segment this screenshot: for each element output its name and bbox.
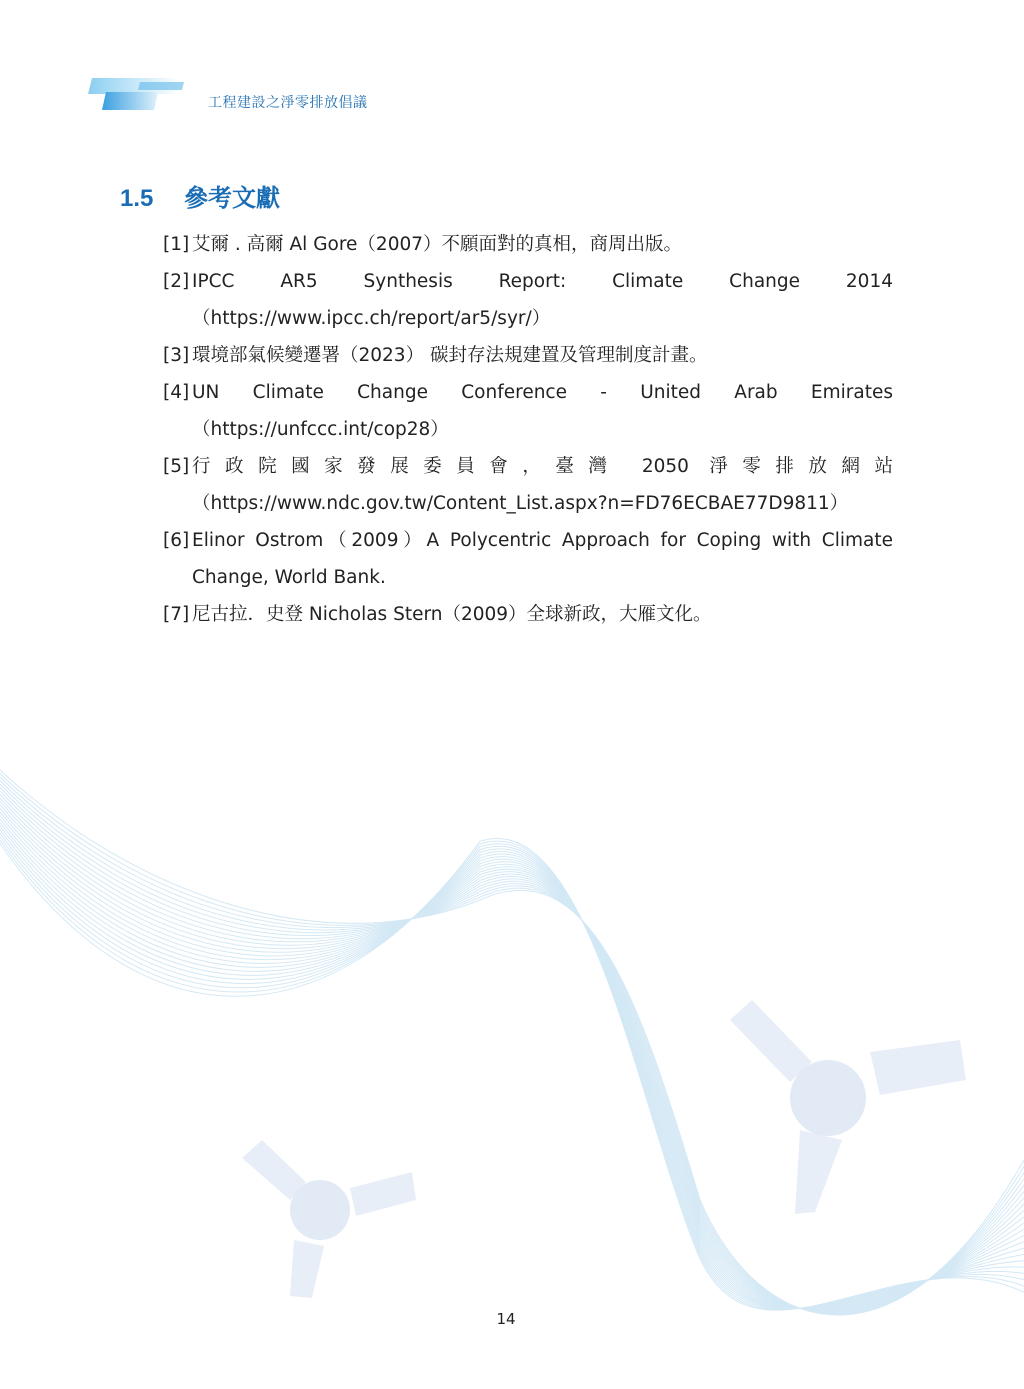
reference-number: [4]	[163, 382, 190, 403]
wave-line	[0, 805, 1024, 1309]
wind-turbine-icon	[730, 1000, 966, 1214]
header-logo	[88, 76, 188, 112]
wave-lines-decoration	[0, 770, 1024, 1315]
reference-text: 尼古拉．史登 Nicholas Stern（2009）全球新政，大雁文化。	[192, 604, 712, 625]
reference-text: 艾爾 . 高爾 Al Gore（2007）不願面對的真相，商周出版。	[192, 234, 683, 255]
wave-line	[0, 784, 1024, 1312]
reference-text: 環境部氣候變遷署（2023） 碳封存法規建置及管理制度計畫。	[192, 345, 708, 366]
reference-item	[163, 522, 893, 596]
wave-line	[0, 837, 1024, 1310]
reference-item	[163, 263, 893, 337]
reference-item	[163, 337, 893, 374]
reference-number: [6]	[163, 530, 190, 551]
reference-text: UN Climate Change Conference - United Arab Emirates（https://unfccc.int/cop28）	[192, 382, 893, 440]
reference-text: Elinor Ostrom（2009）A Polycentric Approach for Coping with Climate Change, World Bank.	[192, 530, 893, 588]
section-heading	[120, 178, 280, 213]
section-number: 1.5	[120, 185, 154, 212]
reference-number: [3]	[163, 345, 190, 366]
reference-list	[163, 226, 893, 633]
reference-text: IPCC AR5 Synthesis Report: Climate Change 2014（https://www.ipcc.ch/report/ar5/syr/）	[192, 271, 893, 329]
wave-line	[0, 788, 1024, 1312]
reference-item	[163, 448, 893, 522]
wave-line	[0, 830, 1024, 1309]
wave-line	[0, 781, 1024, 1313]
reference-item	[163, 596, 893, 633]
wave-line	[0, 838, 1024, 1310]
section-title: 參考文獻	[184, 185, 280, 212]
reference-number: [1]	[163, 234, 190, 255]
wave-line	[0, 826, 1024, 1308]
reference-number: [7]	[163, 604, 190, 625]
wave-line	[0, 770, 1024, 1315]
reference-number: [2]	[163, 271, 190, 292]
reference-text: 行政院國家發展委員會，臺灣 2050 淨零排放網站（https://www.ndc.gov.tw/Content_List.aspx?n=FD76ECBAE77D9811）	[192, 456, 893, 514]
wind-turbine-icon	[242, 1140, 416, 1298]
wave-line	[0, 819, 1024, 1308]
wave-line	[0, 802, 1024, 1310]
reference-item	[163, 226, 893, 263]
wave-line	[0, 840, 1024, 1310]
header-title: 工程建設之淨零排放倡議	[208, 95, 368, 111]
page-number: 14	[496, 1310, 516, 1328]
reference-item	[163, 374, 893, 448]
reference-number: [5]	[163, 456, 190, 477]
